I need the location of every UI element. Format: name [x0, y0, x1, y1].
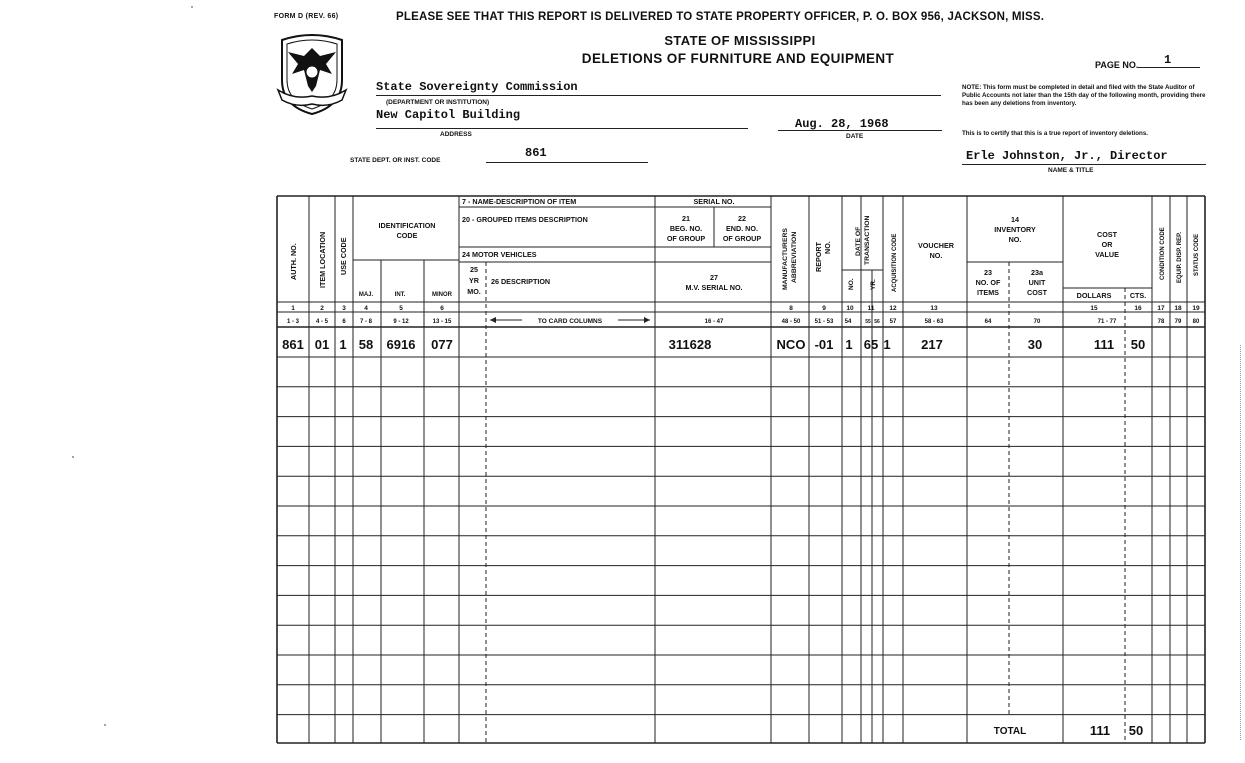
header-manufacturers: MANUFACTURERS: [782, 228, 789, 290]
header-int: INT.: [394, 292, 406, 298]
header-cost-or: COST: [1097, 230, 1117, 239]
column-number: 6: [440, 305, 444, 312]
column-number: 12: [889, 305, 897, 312]
header-25: 25: [470, 265, 478, 274]
page-number[interactable]: 1: [1138, 53, 1200, 68]
cell-unit-cost[interactable]: 30: [1027, 337, 1043, 352]
header-23a: 23a: [1031, 268, 1043, 277]
total-cents[interactable]: 50: [1128, 723, 1144, 738]
to-card-columns: [490, 315, 650, 325]
header-use-code: USE CODE: [339, 237, 348, 275]
cell-dollars[interactable]: 111: [1093, 337, 1115, 352]
cell-int[interactable]: 6916: [386, 337, 416, 352]
cell-maj[interactable]: 58: [358, 337, 374, 352]
column-number: 9: [822, 305, 826, 312]
cell-minor[interactable]: 077: [431, 337, 453, 352]
card-column-range: 13 - 15: [432, 319, 452, 325]
card-column-range: 70: [1033, 319, 1041, 325]
header-name-description: 7 - NAME-DESCRIPTION OF ITEM: [462, 197, 577, 206]
header-no-of: NO. OF: [975, 278, 1001, 287]
certify-text: This is to certify that this is a true report of inventory deletions.: [962, 130, 1148, 137]
header-acquisition-code: ACQUISITION CODE: [892, 233, 898, 292]
header-27: 27: [710, 273, 718, 282]
header-condition-code: CONDITION CODE: [1160, 227, 1166, 280]
header-transaction: TRANSACTION: [864, 215, 871, 265]
dept-code-label: STATE DEPT. OR INST. CODE: [350, 157, 441, 164]
header-26-description: 26 DESCRIPTION: [491, 277, 551, 286]
header-inventory: INVENTORY: [994, 225, 1036, 234]
title-state: STATE OF MISSISSIPPI: [664, 33, 816, 48]
header-end-of-group: OF GROUP: [722, 234, 762, 243]
header-end-no: END. NO.: [726, 224, 758, 233]
header-or: OR: [1101, 240, 1113, 249]
signature-value[interactable]: Erle Johnston, Jr., Director: [966, 149, 1168, 163]
card-column-range: 6: [342, 319, 346, 325]
column-number: 18: [1174, 305, 1182, 312]
header-mo: MO.: [467, 287, 481, 296]
cell-report-no[interactable]: -01: [814, 337, 834, 352]
column-number: 8: [789, 305, 793, 312]
cell-cents[interactable]: 50: [1130, 337, 1146, 352]
to-card-label: TO CARD COLUMNS: [537, 318, 603, 325]
column-number: 17: [1157, 305, 1165, 312]
header-serial-no: SERIAL NO.: [693, 197, 735, 206]
address-value[interactable]: New Capitol Building: [376, 108, 521, 122]
header-report-no: NO.: [823, 241, 832, 254]
header-abbreviation: ABBREVIATION: [791, 231, 798, 283]
table-grid-lines: [277, 196, 1205, 743]
card-column-range: 4 - 5: [315, 319, 329, 325]
header-date-of: DATE OF: [855, 226, 862, 256]
column-numbers: [291, 305, 1200, 312]
header-value: VALUE: [1095, 250, 1119, 259]
header-minor: MINOR: [432, 292, 452, 298]
title-form: DELETIONS OF FURNITURE AND EQUIPMENT: [581, 51, 895, 66]
column-number: 10: [846, 305, 854, 312]
column-number: 15: [1090, 305, 1098, 312]
cell-transaction-no[interactable]: 1: [845, 337, 853, 352]
date-label: DATE: [846, 133, 864, 140]
card-column-range: 54: [844, 319, 852, 325]
cell-voucher-no[interactable]: 217: [921, 337, 943, 352]
card-column-range: 80: [1192, 319, 1200, 325]
address-label: ADDRESS: [440, 131, 472, 138]
column-number: 16: [1134, 305, 1142, 312]
filing-note: NOTE: This form must be completed in detail and filed with the State Auditor of Public Accounts not later than the 15th day of the following month, providing there has been any deletions from inventory.: [962, 84, 1206, 107]
card-column-range: 55: [865, 319, 871, 325]
header-voucher-no: NO.: [929, 251, 943, 260]
department-value[interactable]: State Sovereignty Commission: [376, 80, 578, 94]
cell-item-location[interactable]: 01: [314, 337, 330, 352]
dept-code-value[interactable]: 861: [525, 146, 547, 160]
form-id: FORM D (REV. 66): [274, 13, 339, 20]
header-maj: MAJ.: [358, 292, 374, 298]
card-column-range: 1 - 3: [286, 319, 300, 325]
table-row[interactable]: [282, 337, 1145, 352]
column-number: 4: [364, 305, 368, 312]
header-beg-of-group: OF GROUP: [666, 234, 706, 243]
card-column-range: 57: [889, 319, 897, 325]
header-equip-disp-rep: EQUIP. DISP. REP.: [1177, 231, 1183, 283]
cell-use-code[interactable]: 1: [339, 337, 347, 352]
cell-serial-no[interactable]: 311628: [668, 337, 712, 352]
column-number: 2: [320, 305, 324, 312]
total-dollars[interactable]: 111: [1089, 723, 1111, 738]
header-identification: IDENTIFICATION: [378, 221, 436, 230]
cell-transaction-yr[interactable]: 65: [863, 337, 879, 352]
header-auth-no: AUTH. NO.: [289, 243, 298, 280]
cell-auth-no[interactable]: 861: [282, 337, 304, 352]
card-column-range: 64: [984, 319, 992, 325]
header-motor-vehicles: 24 MOTOR VEHICLES: [462, 250, 537, 259]
header-voucher: VOUCHER: [918, 241, 954, 250]
card-column-range: 7 - 8: [359, 319, 373, 325]
header-item-location: ITEM LOCATION: [318, 231, 327, 288]
column-number: 11: [867, 305, 875, 312]
header-dollars: DOLLARS: [1076, 291, 1112, 300]
total-row: [994, 723, 1143, 738]
card-column-range: 78: [1157, 319, 1165, 325]
cell-manufacturer[interactable]: NCO: [776, 337, 806, 352]
column-number: 13: [930, 305, 938, 312]
card-column-range: 16 - 47: [704, 319, 724, 325]
header-report: REPORT: [814, 242, 823, 272]
header-items: ITEMS: [977, 288, 999, 297]
column-number: 5: [399, 305, 403, 312]
column-number: 3: [342, 305, 346, 312]
card-column-range: 58 - 63: [924, 319, 944, 325]
column-number: 19: [1192, 305, 1200, 312]
header-no: NO.: [848, 278, 855, 290]
signature-label: NAME & TITLE: [1048, 167, 1094, 174]
department-label: (DEPARTMENT OR INSTITUTION): [386, 99, 490, 106]
header-cts: CTS.: [1129, 291, 1147, 300]
card-column-range: 51 - 53: [814, 319, 834, 325]
header-22: 22: [738, 214, 746, 223]
header-yr-transaction: YR.: [870, 279, 877, 290]
header-21: 21: [682, 214, 690, 223]
card-column-range: 9 - 12: [393, 319, 409, 325]
header-beg-no: BEG. NO.: [669, 224, 703, 233]
header-status-code: STATUS CODE: [1194, 233, 1200, 276]
header-cost: COST: [1027, 288, 1047, 297]
card-column-range: 79: [1174, 319, 1182, 325]
header-yr: YR: [469, 276, 479, 285]
header-mv-serial: M.V. SERIAL NO.: [685, 283, 743, 292]
delivery-notice: PLEASE SEE THAT THIS REPORT IS DELIVERED TO STATE PROPERTY OFFICER, P. O. BOX 956, JACKSON, MISS.: [396, 11, 1045, 23]
cell-acquisition-code[interactable]: 1: [883, 337, 891, 352]
header-unit: UNIT: [1028, 278, 1046, 287]
card-column-range: 71 - 77: [1097, 319, 1117, 325]
card-column-range: 48 - 50: [781, 319, 801, 325]
date-value[interactable]: Aug. 28, 1968: [795, 117, 889, 131]
header-14: 14: [1011, 215, 1019, 224]
header-grouped-items: 20 - GROUPED ITEMS DESCRIPTION: [462, 215, 588, 224]
column-number: 1: [291, 305, 295, 312]
page-label: PAGE NO.: [1095, 60, 1139, 70]
header-inventory-no: NO.: [1008, 235, 1022, 244]
header-23: 23: [984, 268, 992, 277]
total-label: TOTAL: [993, 726, 1027, 737]
header-identification-code: CODE: [396, 231, 418, 240]
card-column-range: 56: [874, 319, 880, 325]
